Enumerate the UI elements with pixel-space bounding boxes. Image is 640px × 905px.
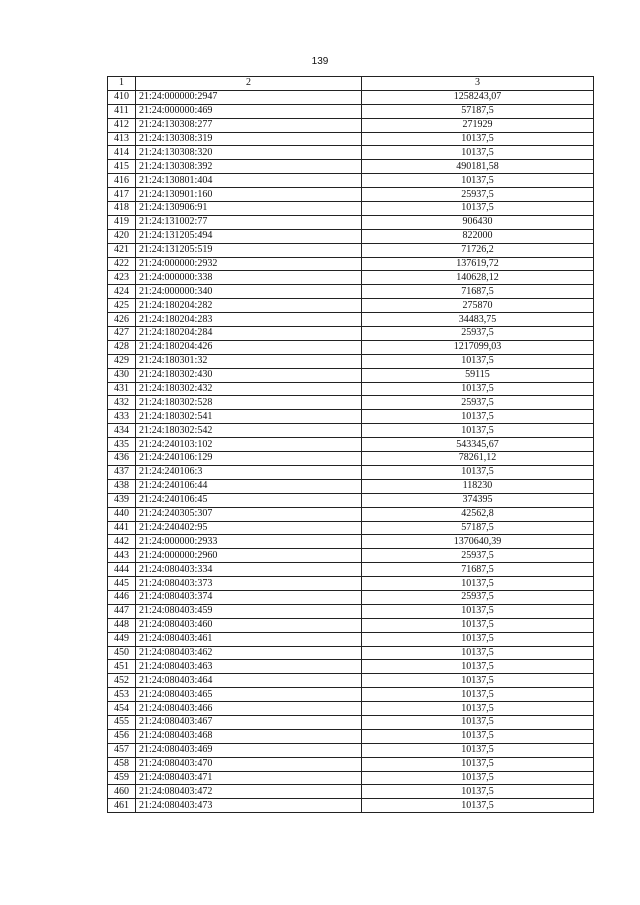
cadastral-number-cell: 21:24:180302:528 bbox=[136, 396, 362, 410]
land-plot-table bbox=[107, 76, 594, 813]
value-cell: 10137,5 bbox=[362, 771, 594, 785]
row-number-cell: 441 bbox=[108, 521, 136, 535]
table-row bbox=[108, 202, 594, 216]
cadastral-number-cell: 21:24:180301:32 bbox=[136, 354, 362, 368]
row-number-cell: 421 bbox=[108, 243, 136, 257]
value-cell: 71726,2 bbox=[362, 243, 594, 257]
table-row bbox=[108, 646, 594, 660]
table-row bbox=[108, 729, 594, 743]
row-number-cell: 449 bbox=[108, 632, 136, 646]
table-row bbox=[108, 493, 594, 507]
table-row bbox=[108, 104, 594, 118]
value-cell: 543345,67 bbox=[362, 438, 594, 452]
cadastral-number-cell: 21:24:080403:460 bbox=[136, 618, 362, 632]
table-row bbox=[108, 452, 594, 466]
cadastral-number-cell: 21:24:080403:468 bbox=[136, 729, 362, 743]
table-row bbox=[108, 757, 594, 771]
table-row bbox=[108, 521, 594, 535]
cadastral-number-cell: 21:24:080403:467 bbox=[136, 715, 362, 729]
table-row bbox=[108, 271, 594, 285]
table-row bbox=[108, 618, 594, 632]
page-number: 139 bbox=[311, 56, 329, 67]
table-row bbox=[108, 285, 594, 299]
cadastral-number-cell: 21:24:080403:472 bbox=[136, 785, 362, 799]
cadastral-number-cell: 21:24:130308:277 bbox=[136, 118, 362, 132]
table-row bbox=[108, 799, 594, 813]
cadastral-number-cell: 21:24:080403:334 bbox=[136, 563, 362, 577]
value-cell: 10137,5 bbox=[362, 382, 594, 396]
row-number-cell: 443 bbox=[108, 549, 136, 563]
table-row bbox=[108, 118, 594, 132]
value-cell: 10137,5 bbox=[362, 410, 594, 424]
value-cell: 71687,5 bbox=[362, 285, 594, 299]
value-cell: 906430 bbox=[362, 215, 594, 229]
table-row bbox=[108, 549, 594, 563]
row-number-cell: 460 bbox=[108, 785, 136, 799]
cadastral-number-cell: 21:24:131002:77 bbox=[136, 215, 362, 229]
row-number-cell: 454 bbox=[108, 702, 136, 716]
row-number-cell: 426 bbox=[108, 313, 136, 327]
table-row bbox=[108, 299, 594, 313]
row-number-cell: 440 bbox=[108, 507, 136, 521]
table-row bbox=[108, 702, 594, 716]
table-row bbox=[108, 604, 594, 618]
table-row bbox=[108, 743, 594, 757]
table-body bbox=[108, 90, 594, 812]
row-number-cell: 452 bbox=[108, 674, 136, 688]
value-cell: 10137,5 bbox=[362, 354, 594, 368]
cadastral-number-cell: 21:24:130308:319 bbox=[136, 132, 362, 146]
table-row bbox=[108, 771, 594, 785]
table-row bbox=[108, 327, 594, 341]
table-row bbox=[108, 410, 594, 424]
row-number-cell: 455 bbox=[108, 715, 136, 729]
cadastral-number-cell: 21:24:131205:494 bbox=[136, 229, 362, 243]
value-cell: 10137,5 bbox=[362, 729, 594, 743]
cadastral-number-cell: 21:24:240305:307 bbox=[136, 507, 362, 521]
row-number-cell: 425 bbox=[108, 299, 136, 313]
row-number-cell: 439 bbox=[108, 493, 136, 507]
cadastral-number-cell: 21:24:180302:541 bbox=[136, 410, 362, 424]
value-cell: 10137,5 bbox=[362, 799, 594, 813]
cadastral-number-cell: 21:24:180302:430 bbox=[136, 368, 362, 382]
table-row bbox=[108, 90, 594, 104]
value-cell: 71687,5 bbox=[362, 563, 594, 577]
table-row bbox=[108, 590, 594, 604]
table-row bbox=[108, 438, 594, 452]
table-row bbox=[108, 479, 594, 493]
row-number-cell: 411 bbox=[108, 104, 136, 118]
row-number-cell: 448 bbox=[108, 618, 136, 632]
row-number-cell: 451 bbox=[108, 660, 136, 674]
cadastral-number-cell: 21:24:080403:463 bbox=[136, 660, 362, 674]
table-row bbox=[108, 132, 594, 146]
table-row bbox=[108, 396, 594, 410]
row-number-cell: 432 bbox=[108, 396, 136, 410]
value-cell: 10137,5 bbox=[362, 702, 594, 716]
row-number-cell: 458 bbox=[108, 757, 136, 771]
table-row bbox=[108, 785, 594, 799]
row-number-cell: 433 bbox=[108, 410, 136, 424]
cadastral-number-cell: 21:24:080403:373 bbox=[136, 577, 362, 591]
value-cell: 10137,5 bbox=[362, 674, 594, 688]
row-number-cell: 431 bbox=[108, 382, 136, 396]
cadastral-number-cell: 21:24:180204:426 bbox=[136, 340, 362, 354]
value-cell: 10137,5 bbox=[362, 785, 594, 799]
cadastral-number-cell: 21:24:080403:464 bbox=[136, 674, 362, 688]
table-row bbox=[108, 465, 594, 479]
row-number-cell: 412 bbox=[108, 118, 136, 132]
row-number-cell: 445 bbox=[108, 577, 136, 591]
cadastral-number-cell: 21:24:180302:432 bbox=[136, 382, 362, 396]
value-cell: 25937,5 bbox=[362, 188, 594, 202]
value-cell: 10137,5 bbox=[362, 618, 594, 632]
table-row bbox=[108, 229, 594, 243]
row-number-cell: 447 bbox=[108, 604, 136, 618]
table-row bbox=[108, 368, 594, 382]
value-cell: 137619,72 bbox=[362, 257, 594, 271]
cadastral-number-cell: 21:24:131205:519 bbox=[136, 243, 362, 257]
value-cell: 10137,5 bbox=[362, 174, 594, 188]
cadastral-number-cell: 21:24:240106:45 bbox=[136, 493, 362, 507]
table-row bbox=[108, 577, 594, 591]
table-row bbox=[108, 146, 594, 160]
row-number-cell: 456 bbox=[108, 729, 136, 743]
row-number-cell: 427 bbox=[108, 327, 136, 341]
value-cell: 140628,12 bbox=[362, 271, 594, 285]
column-header-1: 1 bbox=[108, 77, 136, 91]
value-cell: 118230 bbox=[362, 479, 594, 493]
cadastral-number-cell: 21:24:130308:392 bbox=[136, 160, 362, 174]
row-number-cell: 437 bbox=[108, 465, 136, 479]
row-number-cell: 461 bbox=[108, 799, 136, 813]
table-row bbox=[108, 243, 594, 257]
value-cell: 271929 bbox=[362, 118, 594, 132]
row-number-cell: 428 bbox=[108, 340, 136, 354]
row-number-cell: 429 bbox=[108, 354, 136, 368]
table-row bbox=[108, 563, 594, 577]
cadastral-number-cell: 21:24:000000:2960 bbox=[136, 549, 362, 563]
cadastral-number-cell: 21:24:240103:102 bbox=[136, 438, 362, 452]
row-number-cell: 422 bbox=[108, 257, 136, 271]
value-cell: 57187,5 bbox=[362, 104, 594, 118]
value-cell: 10137,5 bbox=[362, 646, 594, 660]
cadastral-number-cell: 21:24:080403:469 bbox=[136, 743, 362, 757]
value-cell: 1217099,03 bbox=[362, 340, 594, 354]
value-cell: 10137,5 bbox=[362, 688, 594, 702]
cadastral-number-cell: 21:24:180204:282 bbox=[136, 299, 362, 313]
value-cell: 10137,5 bbox=[362, 577, 594, 591]
cadastral-number-cell: 21:24:240106:129 bbox=[136, 452, 362, 466]
value-cell: 1370640,39 bbox=[362, 535, 594, 549]
cadastral-number-cell: 21:24:000000:2932 bbox=[136, 257, 362, 271]
table-row bbox=[108, 674, 594, 688]
row-number-cell: 430 bbox=[108, 368, 136, 382]
row-number-cell: 446 bbox=[108, 590, 136, 604]
row-number-cell: 423 bbox=[108, 271, 136, 285]
table-header-row bbox=[108, 77, 594, 91]
table-row bbox=[108, 715, 594, 729]
cadastral-number-cell: 21:24:240402:95 bbox=[136, 521, 362, 535]
row-number-cell: 416 bbox=[108, 174, 136, 188]
row-number-cell: 413 bbox=[108, 132, 136, 146]
row-number-cell: 435 bbox=[108, 438, 136, 452]
column-header-3: 3 bbox=[362, 77, 594, 91]
cadastral-number-cell: 21:24:080403:473 bbox=[136, 799, 362, 813]
value-cell: 275870 bbox=[362, 299, 594, 313]
row-number-cell: 414 bbox=[108, 146, 136, 160]
value-cell: 10137,5 bbox=[362, 132, 594, 146]
row-number-cell: 436 bbox=[108, 452, 136, 466]
cadastral-number-cell: 21:24:180204:284 bbox=[136, 327, 362, 341]
row-number-cell: 415 bbox=[108, 160, 136, 174]
table-row bbox=[108, 660, 594, 674]
row-number-cell: 453 bbox=[108, 688, 136, 702]
value-cell: 25937,5 bbox=[362, 327, 594, 341]
row-number-cell: 444 bbox=[108, 563, 136, 577]
value-cell: 10137,5 bbox=[362, 465, 594, 479]
cadastral-number-cell: 21:24:080403:462 bbox=[136, 646, 362, 660]
cadastral-number-cell: 21:24:080403:471 bbox=[136, 771, 362, 785]
table-row bbox=[108, 257, 594, 271]
row-number-cell: 442 bbox=[108, 535, 136, 549]
value-cell: 34483,75 bbox=[362, 313, 594, 327]
value-cell: 10137,5 bbox=[362, 604, 594, 618]
row-number-cell: 410 bbox=[108, 90, 136, 104]
cadastral-number-cell: 21:24:130801:404 bbox=[136, 174, 362, 188]
table-row bbox=[108, 215, 594, 229]
value-cell: 57187,5 bbox=[362, 521, 594, 535]
cadastral-number-cell: 21:24:000000:2947 bbox=[136, 90, 362, 104]
row-number-cell: 424 bbox=[108, 285, 136, 299]
cadastral-number-cell: 21:24:080403:459 bbox=[136, 604, 362, 618]
row-number-cell: 457 bbox=[108, 743, 136, 757]
column-header-2: 2 bbox=[136, 77, 362, 91]
value-cell: 59115 bbox=[362, 368, 594, 382]
table-row bbox=[108, 313, 594, 327]
value-cell: 490181,58 bbox=[362, 160, 594, 174]
row-number-cell: 434 bbox=[108, 424, 136, 438]
value-cell: 10137,5 bbox=[362, 632, 594, 646]
cadastral-number-cell: 21:24:130906:91 bbox=[136, 202, 362, 216]
cadastral-number-cell: 21:24:240106:3 bbox=[136, 465, 362, 479]
table-row bbox=[108, 340, 594, 354]
cadastral-number-cell: 21:24:180302:542 bbox=[136, 424, 362, 438]
table-row bbox=[108, 632, 594, 646]
cadastral-number-cell: 21:24:000000:469 bbox=[136, 104, 362, 118]
cadastral-number-cell: 21:24:130308:320 bbox=[136, 146, 362, 160]
row-number-cell: 419 bbox=[108, 215, 136, 229]
value-cell: 374395 bbox=[362, 493, 594, 507]
value-cell: 1258243,07 bbox=[362, 90, 594, 104]
cadastral-number-cell: 21:24:080403:465 bbox=[136, 688, 362, 702]
row-number-cell: 438 bbox=[108, 479, 136, 493]
cadastral-number-cell: 21:24:180204:283 bbox=[136, 313, 362, 327]
table-row bbox=[108, 424, 594, 438]
cadastral-number-cell: 21:24:130901:160 bbox=[136, 188, 362, 202]
cadastral-number-cell: 21:24:080403:470 bbox=[136, 757, 362, 771]
row-number-cell: 418 bbox=[108, 202, 136, 216]
row-number-cell: 459 bbox=[108, 771, 136, 785]
table-row bbox=[108, 382, 594, 396]
cadastral-number-cell: 21:24:000000:340 bbox=[136, 285, 362, 299]
value-cell: 78261,12 bbox=[362, 452, 594, 466]
row-number-cell: 420 bbox=[108, 229, 136, 243]
table-row bbox=[108, 188, 594, 202]
table-row bbox=[108, 174, 594, 188]
value-cell: 42562,8 bbox=[362, 507, 594, 521]
cadastral-number-cell: 21:24:000000:2933 bbox=[136, 535, 362, 549]
table-row bbox=[108, 535, 594, 549]
cadastral-number-cell: 21:24:080403:461 bbox=[136, 632, 362, 646]
value-cell: 10137,5 bbox=[362, 660, 594, 674]
row-number-cell: 450 bbox=[108, 646, 136, 660]
cadastral-number-cell: 21:24:080403:466 bbox=[136, 702, 362, 716]
value-cell: 10137,5 bbox=[362, 715, 594, 729]
value-cell: 10137,5 bbox=[362, 743, 594, 757]
value-cell: 10137,5 bbox=[362, 757, 594, 771]
table-row bbox=[108, 507, 594, 521]
value-cell: 25937,5 bbox=[362, 396, 594, 410]
value-cell: 10137,5 bbox=[362, 146, 594, 160]
cadastral-number-cell: 21:24:240106:44 bbox=[136, 479, 362, 493]
cadastral-number-cell: 21:24:080403:374 bbox=[136, 590, 362, 604]
value-cell: 25937,5 bbox=[362, 590, 594, 604]
cadastral-number-cell: 21:24:000000:338 bbox=[136, 271, 362, 285]
table-row bbox=[108, 160, 594, 174]
value-cell: 25937,5 bbox=[362, 549, 594, 563]
value-cell: 10137,5 bbox=[362, 424, 594, 438]
row-number-cell: 417 bbox=[108, 188, 136, 202]
value-cell: 822000 bbox=[362, 229, 594, 243]
table-row bbox=[108, 688, 594, 702]
table-row bbox=[108, 354, 594, 368]
value-cell: 10137,5 bbox=[362, 202, 594, 216]
